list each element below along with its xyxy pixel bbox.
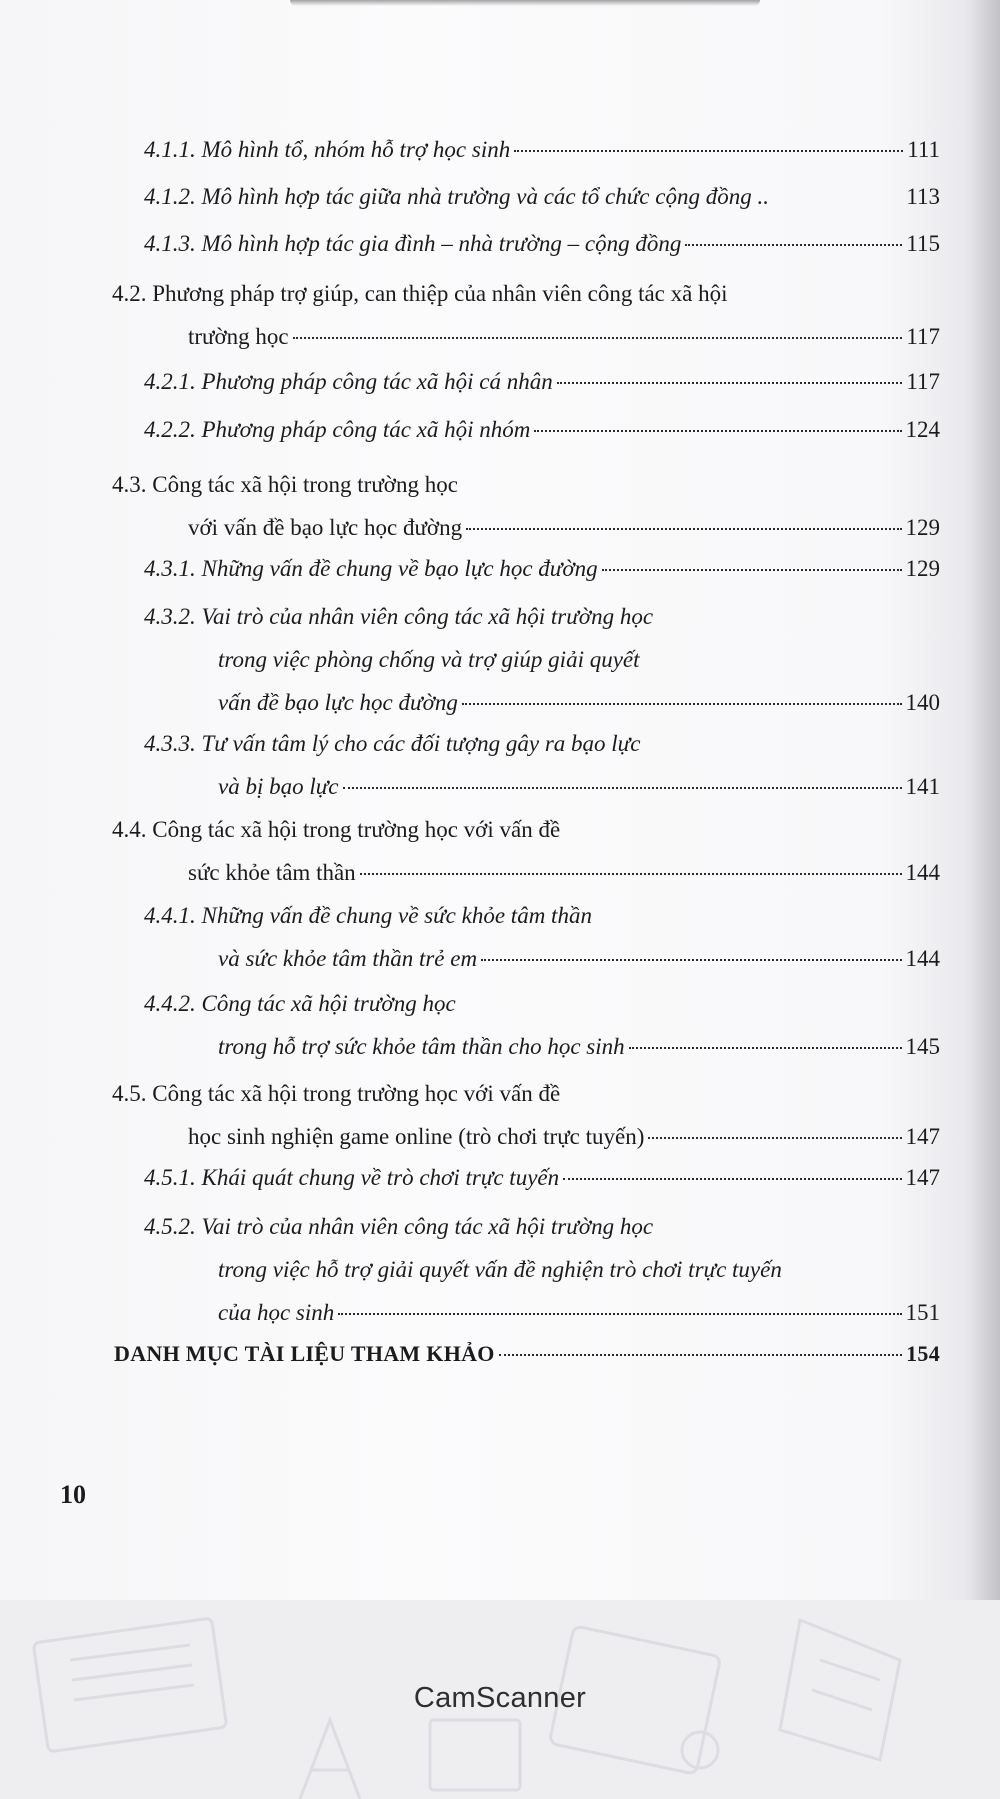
toc-page-number: 129: [905, 515, 940, 540]
toc-entry-4-2: [112, 272, 940, 358]
toc-page-number: 115: [906, 231, 940, 256]
toc-entry-title: 4.5.1. Khái quát chung về trò chơi trực tuyến: [144, 1165, 560, 1190]
toc-entry-title: 4.4. Công tác xã hội trong trường học với vấn đề: [112, 817, 561, 842]
dot-leader: [343, 786, 902, 789]
dot-leader: [466, 527, 901, 530]
toc-entry-title-cont: trong hỗ trợ sức khỏe tâm thần cho học sinh: [218, 1034, 625, 1059]
page-number: 10: [60, 1480, 86, 1509]
toc-page-number: 117: [906, 369, 940, 394]
toc-page-number: 140: [905, 690, 940, 715]
toc-entry-title: DANH MỤC TÀI LIỆU THAM KHẢO: [114, 1341, 495, 1366]
toc-entry-title: 4.3.3. Tư vấn tâm lý cho các đối tượng gây ra bạo lực: [144, 731, 641, 756]
toc-page-number: 151: [905, 1300, 940, 1325]
toc-page-number: 144: [905, 946, 940, 971]
dot-leader: [648, 1136, 901, 1139]
dot-leader: [338, 1312, 901, 1315]
toc-page-number: 124: [905, 417, 940, 442]
toc-page-number: 111: [907, 137, 940, 162]
toc-entry-title-cont: học sinh nghiện game online (trò chơi trực tuyến): [188, 1124, 645, 1149]
toc-page-number: 113: [906, 184, 940, 209]
toc-entry-references: [114, 1332, 940, 1375]
toc-page-number: 141: [905, 774, 940, 799]
toc-entry-4-3-3: [144, 722, 940, 808]
toc-entry-4-1-1: [144, 128, 940, 171]
toc-entry-title: 4.4.1. Những vấn đề chung về sức khỏe tâm thần: [144, 903, 592, 928]
toc-entry-4-3: [112, 463, 940, 549]
toc-entry-title: 4.3. Công tác xã hội trong trường học: [112, 472, 458, 497]
toc-page-number: 145: [905, 1034, 940, 1059]
toc-entry-4-1-3: [144, 222, 940, 265]
toc-entry-4-4-1: [144, 894, 940, 980]
scanner-brand-label: CamScanner: [413, 1682, 587, 1714]
toc-entry-title-cont: vấn đề bạo lực học đường: [218, 690, 458, 715]
dot-leader: [629, 1046, 902, 1049]
toc-page-number: 147: [905, 1165, 940, 1190]
toc-entry-title: 4.5.2. Vai trò của nhân viên công tác xã hội trường học: [144, 1214, 654, 1239]
dot-leader: [557, 381, 903, 384]
toc-page-number: 147: [905, 1124, 940, 1149]
dot-leader: [685, 243, 902, 246]
toc-entry-title-cont: trong việc phòng chống và trợ giúp giải quyết: [218, 647, 640, 672]
dot-leader: [499, 1353, 902, 1356]
dot-leader: [462, 702, 902, 705]
dot-leader: [771, 198, 904, 199]
toc-entry-title-cont: sức khỏe tâm thần: [188, 860, 356, 885]
toc-entry-title-cont: trường học: [188, 324, 289, 349]
toc-entry-title: 4.1.1. Mô hình tổ, nhóm hỗ trợ học sinh: [144, 137, 511, 162]
toc-entry-4-3-1: [144, 547, 940, 590]
toc-entry-4-4: [112, 808, 940, 894]
toc-entry-title: 4.1.2. Mô hình hợp tác giữa nhà trường và các tổ chức cộng đồng ..: [144, 184, 769, 209]
toc-page-number: 117: [906, 324, 940, 349]
toc-entry-4-3-2: [144, 595, 940, 724]
toc-entry-4-5: [112, 1072, 940, 1158]
dot-leader: [293, 336, 903, 339]
toc-entry-title-cont: với vấn đề bạo lực học đường: [188, 515, 463, 540]
toc-entry-title-cont: và bị bạo lực: [218, 774, 339, 799]
toc-entry-title: 4.4.2. Công tác xã hội trường học: [144, 991, 456, 1016]
toc-entry-4-4-2: [144, 982, 940, 1068]
toc-entry-title: 4.5. Công tác xã hội trong trường học với vấn đề: [112, 1081, 561, 1106]
toc-entry-4-5-1: [144, 1156, 940, 1199]
toc-entry-title: 4.2.1. Phương pháp công tác xã hội cá nhân: [144, 369, 553, 394]
dot-leader: [481, 958, 901, 961]
dot-leader: [563, 1177, 901, 1180]
toc-entry-4-1-2: [144, 175, 940, 218]
dot-leader: [602, 568, 902, 571]
dot-leader: [514, 149, 903, 152]
toc-page-number: 144: [905, 860, 940, 885]
toc-entry-title-cont: của học sinh: [218, 1300, 335, 1325]
toc-entry-4-2-2: [144, 408, 940, 451]
toc-entry-4-5-2: [144, 1205, 940, 1334]
toc-entry-title-cont: và sức khỏe tâm thần trẻ em: [218, 946, 478, 971]
dot-leader: [360, 872, 902, 875]
toc-entry-title: 4.1.3. Mô hình hợp tác gia đình – nhà trường – cộng đồng: [144, 231, 682, 256]
toc-page-number: 154: [906, 1341, 940, 1366]
toc-entry-title: 4.3.1. Những vấn đề chung về bạo lực học đường: [144, 556, 598, 581]
toc-entry-title-cont: trong việc hỗ trợ giải quyết vấn đề nghiện trò chơi trực tuyến: [218, 1257, 782, 1282]
toc-entry-4-2-1: [144, 360, 940, 403]
toc-page-number: 129: [905, 556, 940, 581]
toc-entry-title: 4.2. Phương pháp trợ giúp, can thiệp của nhân viên công tác xã hội: [112, 281, 728, 306]
toc-entry-title: 4.3.2. Vai trò của nhân viên công tác xã hội trường học: [144, 604, 654, 629]
scanner-footer: [0, 1600, 1000, 1799]
toc-entry-title: 4.2.2. Phương pháp công tác xã hội nhóm: [144, 417, 531, 442]
dot-leader: [534, 429, 901, 432]
